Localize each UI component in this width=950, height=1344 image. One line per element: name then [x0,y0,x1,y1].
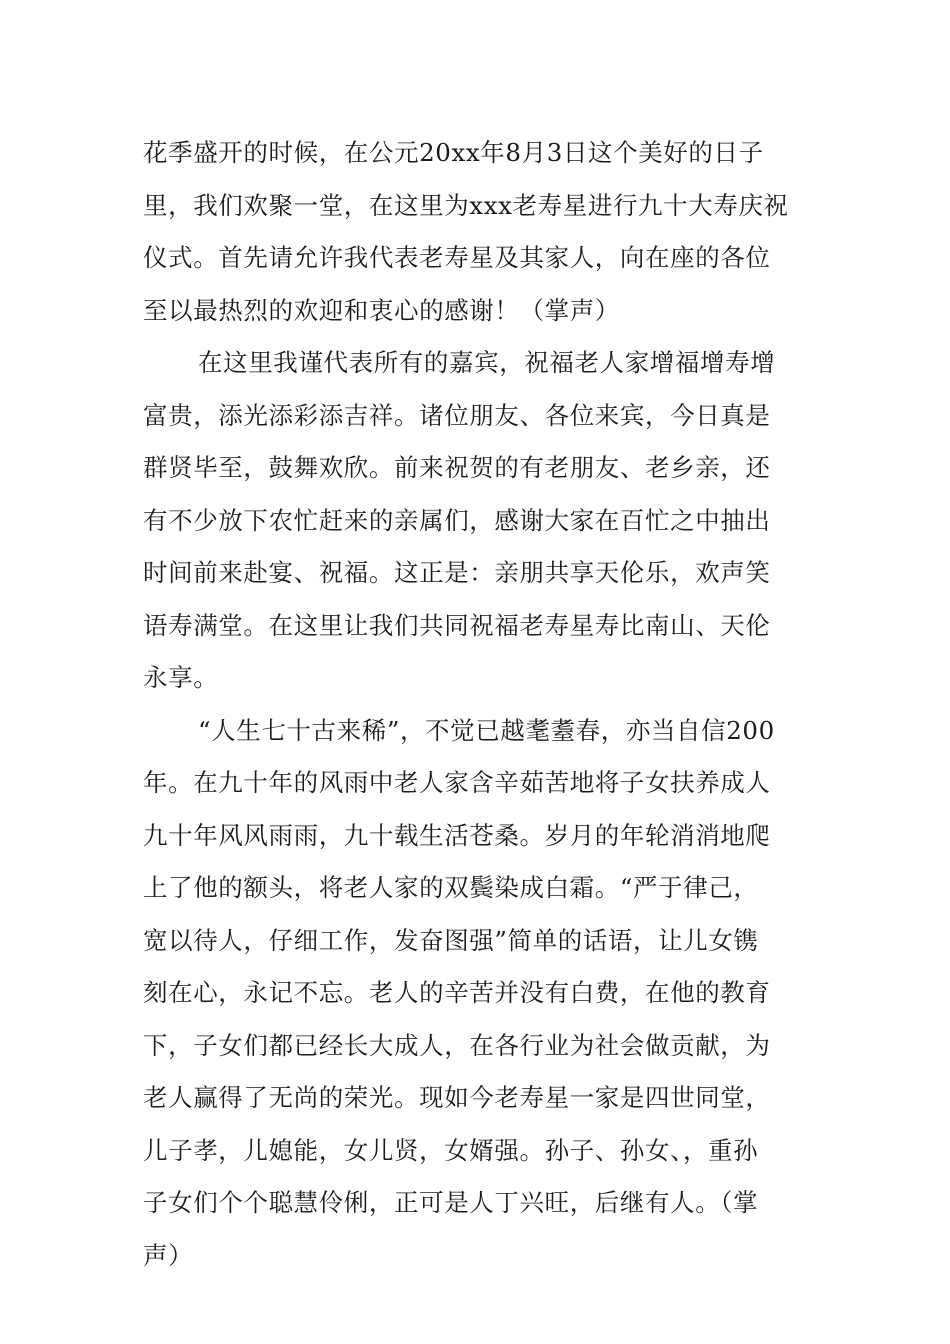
text-line: 九十年风风雨雨，九十载生活苍桑。岁月的年轮消消地爬 [143,820,771,850]
text-line: 子女们个个聪慧伶俐，正可是人丁兴旺，后继有人。（掌 [143,1188,759,1217]
text-line: 上了他的额头，将老人家的双鬓染成白霜。“严于律己， [143,873,759,902]
paragraph [143,127,813,337]
paragraph [143,705,813,1283]
document-body [143,127,813,1282]
text-line: 永享。 [143,663,219,692]
text-line: 至以最热烈的欢迎和衷心的感谢！（掌声） [143,295,620,325]
text-line: 老人赢得了无尚的荣光。现如今老寿星一家是四世同堂， [143,1083,771,1112]
text-line: 时间前来赴宴、祝福。这正是：亲朋共享天伦乐，欢声笑 [143,558,771,587]
text-line: 花季盛开的时候，在公元20xx年8月3日这个美好的日子 [143,138,764,167]
text-line: 里，我们欢聚一堂，在这里为xxx老寿星进行九十大寿庆祝 [143,190,789,220]
text-line: 声） [143,1240,194,1270]
text-line: 年。在九十年的风雨中老人家含辛茹苦地将子女扶养成人 [143,768,771,797]
text-line: 有不少放下农忙赶来的亲属们，感谢大家在百忙之中抽出 [143,505,771,535]
text-line: 下，子女们都已经长大成人，在各行业为社会做贡献，为 [143,1030,771,1060]
text-line: “人生七十古来稀”，不觉已越耄耋春，亦当自信200 [198,715,775,745]
text-line: 群贤毕至，鼓舞欢欣。前来祝贺的有老朋友、老乡亲，还 [143,453,771,482]
text-line: 刻在心，永记不忘。老人的辛苦并没有白费，在他的教育 [143,978,771,1007]
text-line: 富贵，添光添彩添吉祥。诸位朋友、各位来宾，今日真是 [143,400,771,430]
text-line: 宽以待人，仔细工作，发奋图强”简单的话语，让儿女镌 [143,925,759,955]
paragraph [143,337,813,705]
text-line: 在这里我谨代表所有的嘉宾，祝福老人家增福增寿增 [198,348,776,377]
text-line: 儿子孝，儿媳能，女儿贤，女婿强。孙子、孙女、，重孙 [143,1135,759,1165]
text-line: 仪式。首先请允许我代表老寿星及其家人，向在座的各位 [143,243,771,272]
text-line: 语寿满堂。在这里让我们共同祝福老寿星寿比南山、天伦 [143,610,771,640]
